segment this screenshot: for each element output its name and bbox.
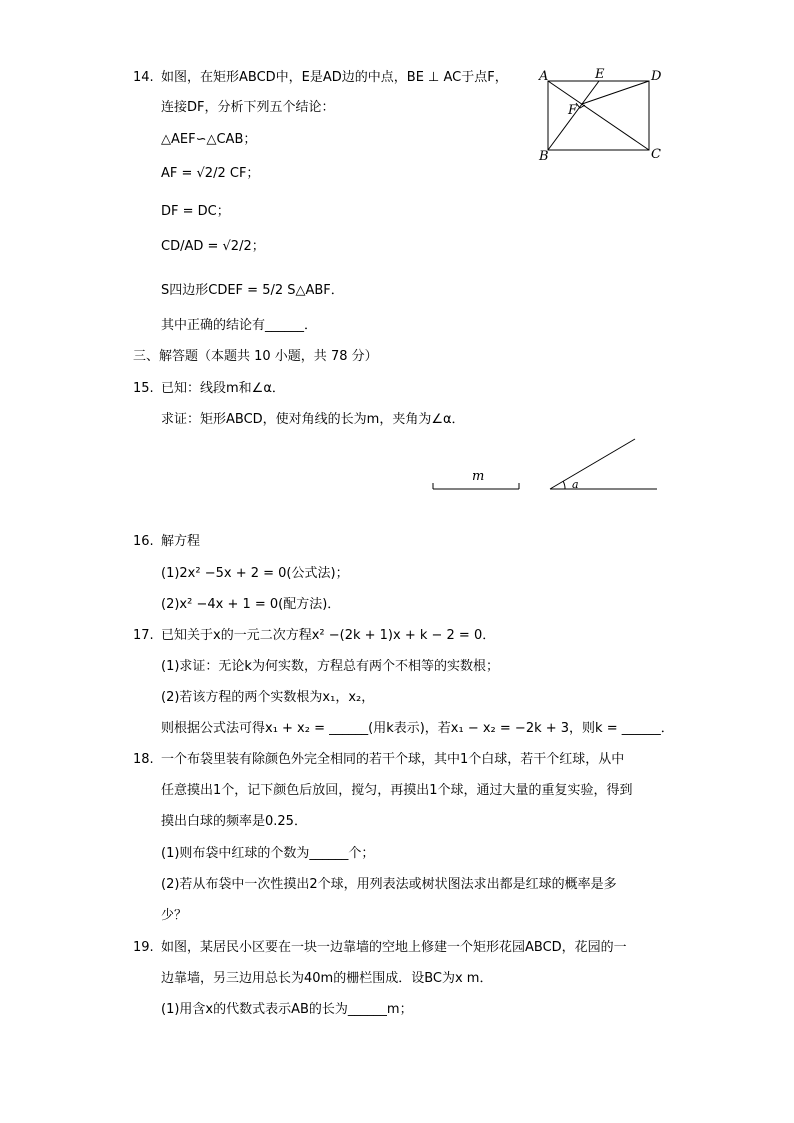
q14-conclusion-2: AF = √2/2 CF； <box>161 166 260 181</box>
q14-stem-line2: 连接DF，分析下列五个结论： <box>161 100 335 115</box>
label-e: E <box>595 68 605 82</box>
q14-number: 14. <box>133 70 154 85</box>
label-a: A <box>539 69 549 84</box>
q15-angle-alpha-figure <box>545 432 663 494</box>
q19-line3: (1)用含x的代数式表示AB的长为______m； <box>161 1002 413 1017</box>
label-b: B <box>539 149 549 163</box>
q17-number: 17. <box>133 628 154 643</box>
q14-rectangle-figure <box>535 68 665 163</box>
q18-number: 18. <box>133 752 154 767</box>
q18-line3: 摸出白球的频率是0.25． <box>161 814 307 829</box>
q14-conclusion-3: DF = DC； <box>161 204 230 219</box>
segment-ac <box>548 81 649 150</box>
label-c: C <box>651 147 661 162</box>
q19-line2: 边靠墙，另三边用总长为40m的栅栏围成．设BC为x m． <box>161 971 493 986</box>
q14-stem-line1: 如图，在矩形ABCD中，E是AD边的中点，BE ⊥ AC于点F， <box>161 70 508 85</box>
q19-number: 19. <box>133 940 154 955</box>
q14-conclusion-5: S四边形CDEF = 5/2 S△ABF． <box>161 283 344 298</box>
segment-df <box>582 81 649 104</box>
q17-line1: 已知关于x的一元二次方程x² −(2k + 1)x + k − 2 = 0． <box>161 628 496 643</box>
q16-number: 16. <box>133 534 154 549</box>
section-heading: 三、解答题（本题共 10 小题，共 78 分） <box>133 349 378 364</box>
q19-line1: 如图，某居民小区要在一块一边靠墙的空地上修建一个矩形花园ABCD，花园的一 <box>161 940 627 955</box>
q17-line3: (2)若该方程的两个实数根为x₁，x₂， <box>161 690 375 705</box>
q18-line4: (1)则布袋中红球的个数为______个； <box>161 846 375 861</box>
label-f: F <box>568 103 578 118</box>
label-d: D <box>651 69 662 84</box>
q14-conclusion-1: △AEF∽△CAB； <box>161 132 257 147</box>
q18-line5: (2)若从布袋中一次性摸出2个球，用列表法或树状图法求出都是红球的概率是多 <box>161 877 617 892</box>
q18-line6: 少？ <box>161 908 188 923</box>
q15-line1: 已知：线段m和∠α． <box>161 381 285 396</box>
q18-line1: 一个布袋里装有除颜色外完全相同的若干个球，其中1个白球，若干个红球，从中 <box>161 752 625 767</box>
label-m: m <box>472 469 485 484</box>
q16-line1: 解方程 <box>161 534 201 549</box>
label-alpha: a <box>572 478 579 491</box>
q16-eq1: (1)2x² −5x + 2 = 0(公式法)； <box>161 566 349 581</box>
q15-segment-m-figure <box>428 464 524 494</box>
q18-line2: 任意摸出1个，记下颜色后放回，搅匀，再摸出1个球，通过大量的重复实验，得到 <box>161 783 633 798</box>
q17-line2: (1)求证：无论k为何实数，方程总有两个不相等的实数根； <box>161 659 499 674</box>
q14-conclusion-4: CD/AD = √2/2； <box>161 239 265 254</box>
q15-line2: 求证：矩形ABCD，使对角线的长为m，夹角为∠α． <box>161 412 465 427</box>
q15-number: 15. <box>133 381 154 396</box>
q16-eq2: (2)x² −4x + 1 = 0(配方法)． <box>161 597 341 612</box>
q17-line4: 则根据公式法可得x₁ + x₂ = ______(用k表示)，若x₁ − x₂ = −2k + 3，则k = ______． <box>161 721 674 736</box>
q14-answer-line: 其中正确的结论有______． <box>161 318 318 333</box>
